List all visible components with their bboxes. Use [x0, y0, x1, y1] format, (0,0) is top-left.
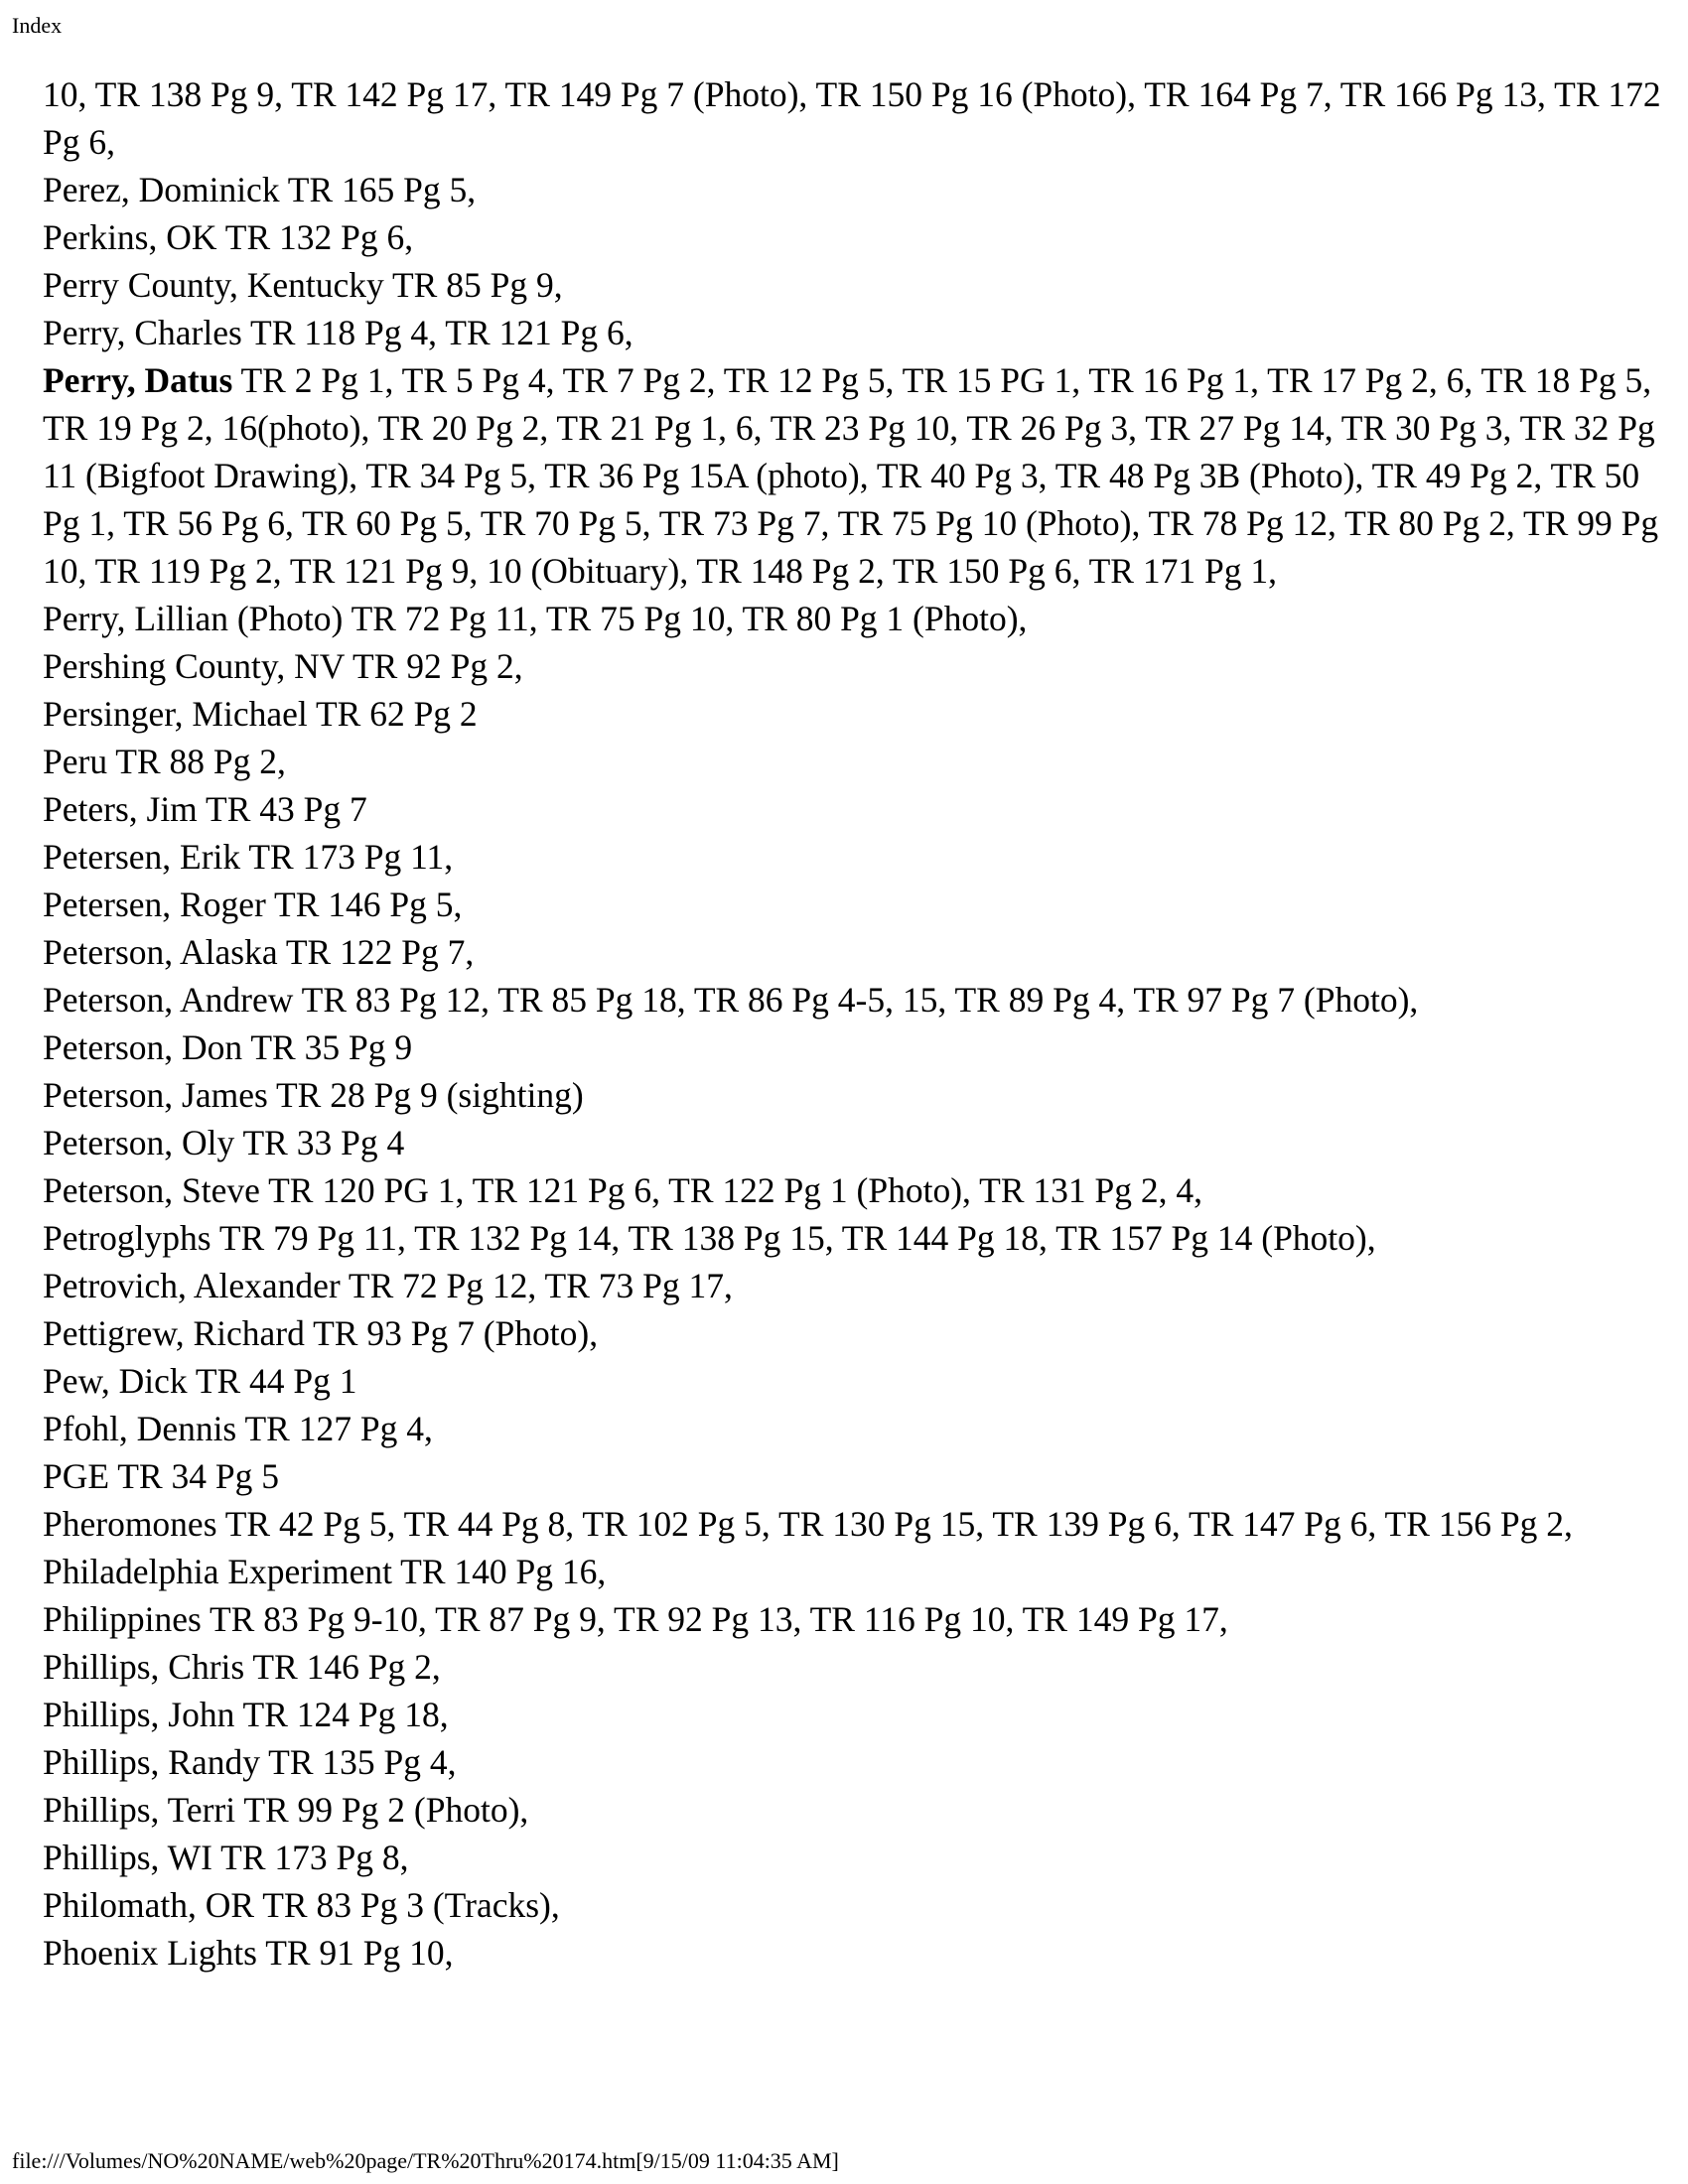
entry-text: TR 2 Pg 1, TR 5 Pg 4, TR 7 Pg 2, TR 12 Pg 5, TR 15 PG 1, TR 16 Pg 1, TR 17 Pg 2, 6, TR 18 Pg 5, TR 19 Pg 2, 16(photo), TR 20 Pg 2, TR 21 Pg 1, 6, TR 23 Pg 10, TR 26 Pg 3, TR 27 Pg 14, TR 30 Pg 3, TR 32 Pg 11 (Bigfoot Drawing), TR 34 Pg 5, TR 36 Pg 15A (photo), TR 40 Pg 3, TR 48 Pg 3B (Photo), TR 49 Pg 2, TR 50 Pg 1, TR 56 Pg 6, TR 60 Pg 5, TR 70 Pg 5, TR 73 Pg 7, TR 75 Pg 10 (Photo), TR 78 Pg 12, TR 80 Pg 2, TR 99 Pg 10, TR 119 Pg 2, TR 121 Pg 9, 10 (Obituary), TR 148 Pg 2, TR 150 Pg 6, TR 171 Pg 1, — [43, 360, 1659, 591]
entry-text: Pettigrew, Richard TR 93 Pg 7 (Photo), — [43, 1313, 599, 1353]
index-list — [43, 70, 1671, 1977]
entry-text: Peterson, Steve TR 120 PG 1, TR 121 Pg 6, TR 122 Pg 1 (Photo), TR 131 Pg 2, 4, — [43, 1170, 1202, 1210]
index-entry — [43, 1214, 1671, 1262]
entry-text: 10, TR 138 Pg 9, TR 142 Pg 17, TR 149 Pg 7 (Photo), TR 150 Pg 16 (Photo), TR 164 Pg 7, TR 166 Pg 13, TR 172 Pg 6, — [43, 74, 1661, 162]
entry-text: Perry, Lillian (Photo) TR 72 Pg 11, TR 75 Pg 10, TR 80 Pg 1 (Photo), — [43, 599, 1028, 638]
index-entry — [43, 166, 1671, 213]
entry-text: Pershing County, NV TR 92 Pg 2, — [43, 646, 523, 686]
entry-text: Pheromones TR 42 Pg 5, TR 44 Pg 8, TR 102 Pg 5, TR 130 Pg 15, TR 139 Pg 6, TR 147 Pg 6, TR 156 Pg 2, — [43, 1504, 1573, 1544]
entry-text: Perez, Dominick TR 165 Pg 5, — [43, 170, 477, 209]
index-entry — [43, 738, 1671, 785]
index-entry — [43, 976, 1671, 1024]
entry-text: Petersen, Erik TR 173 Pg 11, — [43, 837, 454, 877]
index-entry — [43, 881, 1671, 928]
entry-text: Perkins, OK TR 132 Pg 6, — [43, 217, 414, 257]
index-entry — [43, 1738, 1671, 1786]
entry-text: Petroglyphs TR 79 Pg 11, TR 132 Pg 14, TR 138 Pg 15, TR 144 Pg 18, TR 157 Pg 14 (Photo), — [43, 1218, 1376, 1258]
index-entry — [43, 1834, 1671, 1881]
index-entry — [43, 1881, 1671, 1929]
index-entry — [43, 213, 1671, 261]
entry-text: Philippines TR 83 Pg 9-10, TR 87 Pg 9, TR 92 Pg 13, TR 116 Pg 10, TR 149 Pg 17, — [43, 1599, 1228, 1639]
entry-text: Peterson, Don TR 35 Pg 9 — [43, 1027, 413, 1067]
entry-text: Phillips, Terri TR 99 Pg 2 (Photo), — [43, 1790, 529, 1830]
index-entry — [43, 70, 1671, 166]
index-entry — [43, 1929, 1671, 1977]
index-entry — [43, 928, 1671, 976]
index-entry — [43, 642, 1671, 690]
index-entry — [43, 1548, 1671, 1595]
entry-text: Philadelphia Experiment TR 140 Pg 16, — [43, 1552, 607, 1591]
footer-file-url: file:///Volumes/NO%20NAME/web%20page/TR%20Thru%20174.htm[9/15/09 11:04:35 AM] — [12, 2148, 839, 2173]
entry-text: Perry County, Kentucky TR 85 Pg 9, — [43, 265, 563, 305]
index-entry — [43, 1357, 1671, 1405]
index-entry — [43, 1643, 1671, 1691]
index-entry — [43, 1119, 1671, 1166]
entry-text: Phillips, WI TR 173 Pg 8, — [43, 1838, 409, 1877]
index-entry — [43, 1452, 1671, 1500]
entry-text: Persinger, Michael TR 62 Pg 2 — [43, 694, 478, 734]
index-entry — [43, 1500, 1671, 1548]
index-entry — [43, 1309, 1671, 1357]
entry-text: Peterson, Alaska TR 122 Pg 7, — [43, 932, 475, 972]
index-entry — [43, 309, 1671, 356]
entry-text: Phillips, John TR 124 Pg 18, — [43, 1695, 449, 1734]
entry-text: Peterson, Andrew TR 83 Pg 12, TR 85 Pg 18, TR 86 Pg 4-5, 15, TR 89 Pg 4, TR 97 Pg 7 (Photo), — [43, 980, 1419, 1020]
index-entry — [43, 261, 1671, 309]
index-entry — [43, 785, 1671, 833]
entry-text: Phoenix Lights TR 91 Pg 10, — [43, 1933, 454, 1973]
entry-text: Petersen, Roger TR 146 Pg 5, — [43, 885, 463, 924]
index-entry — [43, 1786, 1671, 1834]
entry-bold-name: Perry, Datus — [43, 360, 233, 400]
index-entry — [43, 356, 1671, 595]
index-entry — [43, 1166, 1671, 1214]
page-title: Index — [12, 13, 63, 38]
index-entry — [43, 1024, 1671, 1071]
entry-text: Perry, Charles TR 118 Pg 4, TR 121 Pg 6, — [43, 313, 633, 352]
index-entry — [43, 690, 1671, 738]
entry-text: PGE TR 34 Pg 5 — [43, 1456, 280, 1496]
entry-text: Peru TR 88 Pg 2, — [43, 742, 286, 781]
index-entry — [43, 1262, 1671, 1309]
index-entry — [43, 1595, 1671, 1643]
entry-text: Peters, Jim TR 43 Pg 7 — [43, 789, 367, 829]
entry-text: Peterson, Oly TR 33 Pg 4 — [43, 1123, 405, 1162]
entry-text: Petrovich, Alexander TR 72 Pg 12, TR 73 Pg 17, — [43, 1266, 733, 1305]
entry-text: Philomath, OR TR 83 Pg 3 (Tracks), — [43, 1885, 560, 1925]
entry-text: Pfohl, Dennis TR 127 Pg 4, — [43, 1409, 433, 1448]
index-entry — [43, 833, 1671, 881]
index-entry — [43, 1691, 1671, 1738]
entry-text: Phillips, Randy TR 135 Pg 4, — [43, 1742, 457, 1782]
index-entry — [43, 1405, 1671, 1452]
index-entry — [43, 595, 1671, 642]
entry-text: Pew, Dick TR 44 Pg 1 — [43, 1361, 357, 1401]
index-entry — [43, 1071, 1671, 1119]
entry-text: Peterson, James TR 28 Pg 9 (sighting) — [43, 1075, 584, 1115]
entry-text: Phillips, Chris TR 146 Pg 2, — [43, 1647, 441, 1687]
